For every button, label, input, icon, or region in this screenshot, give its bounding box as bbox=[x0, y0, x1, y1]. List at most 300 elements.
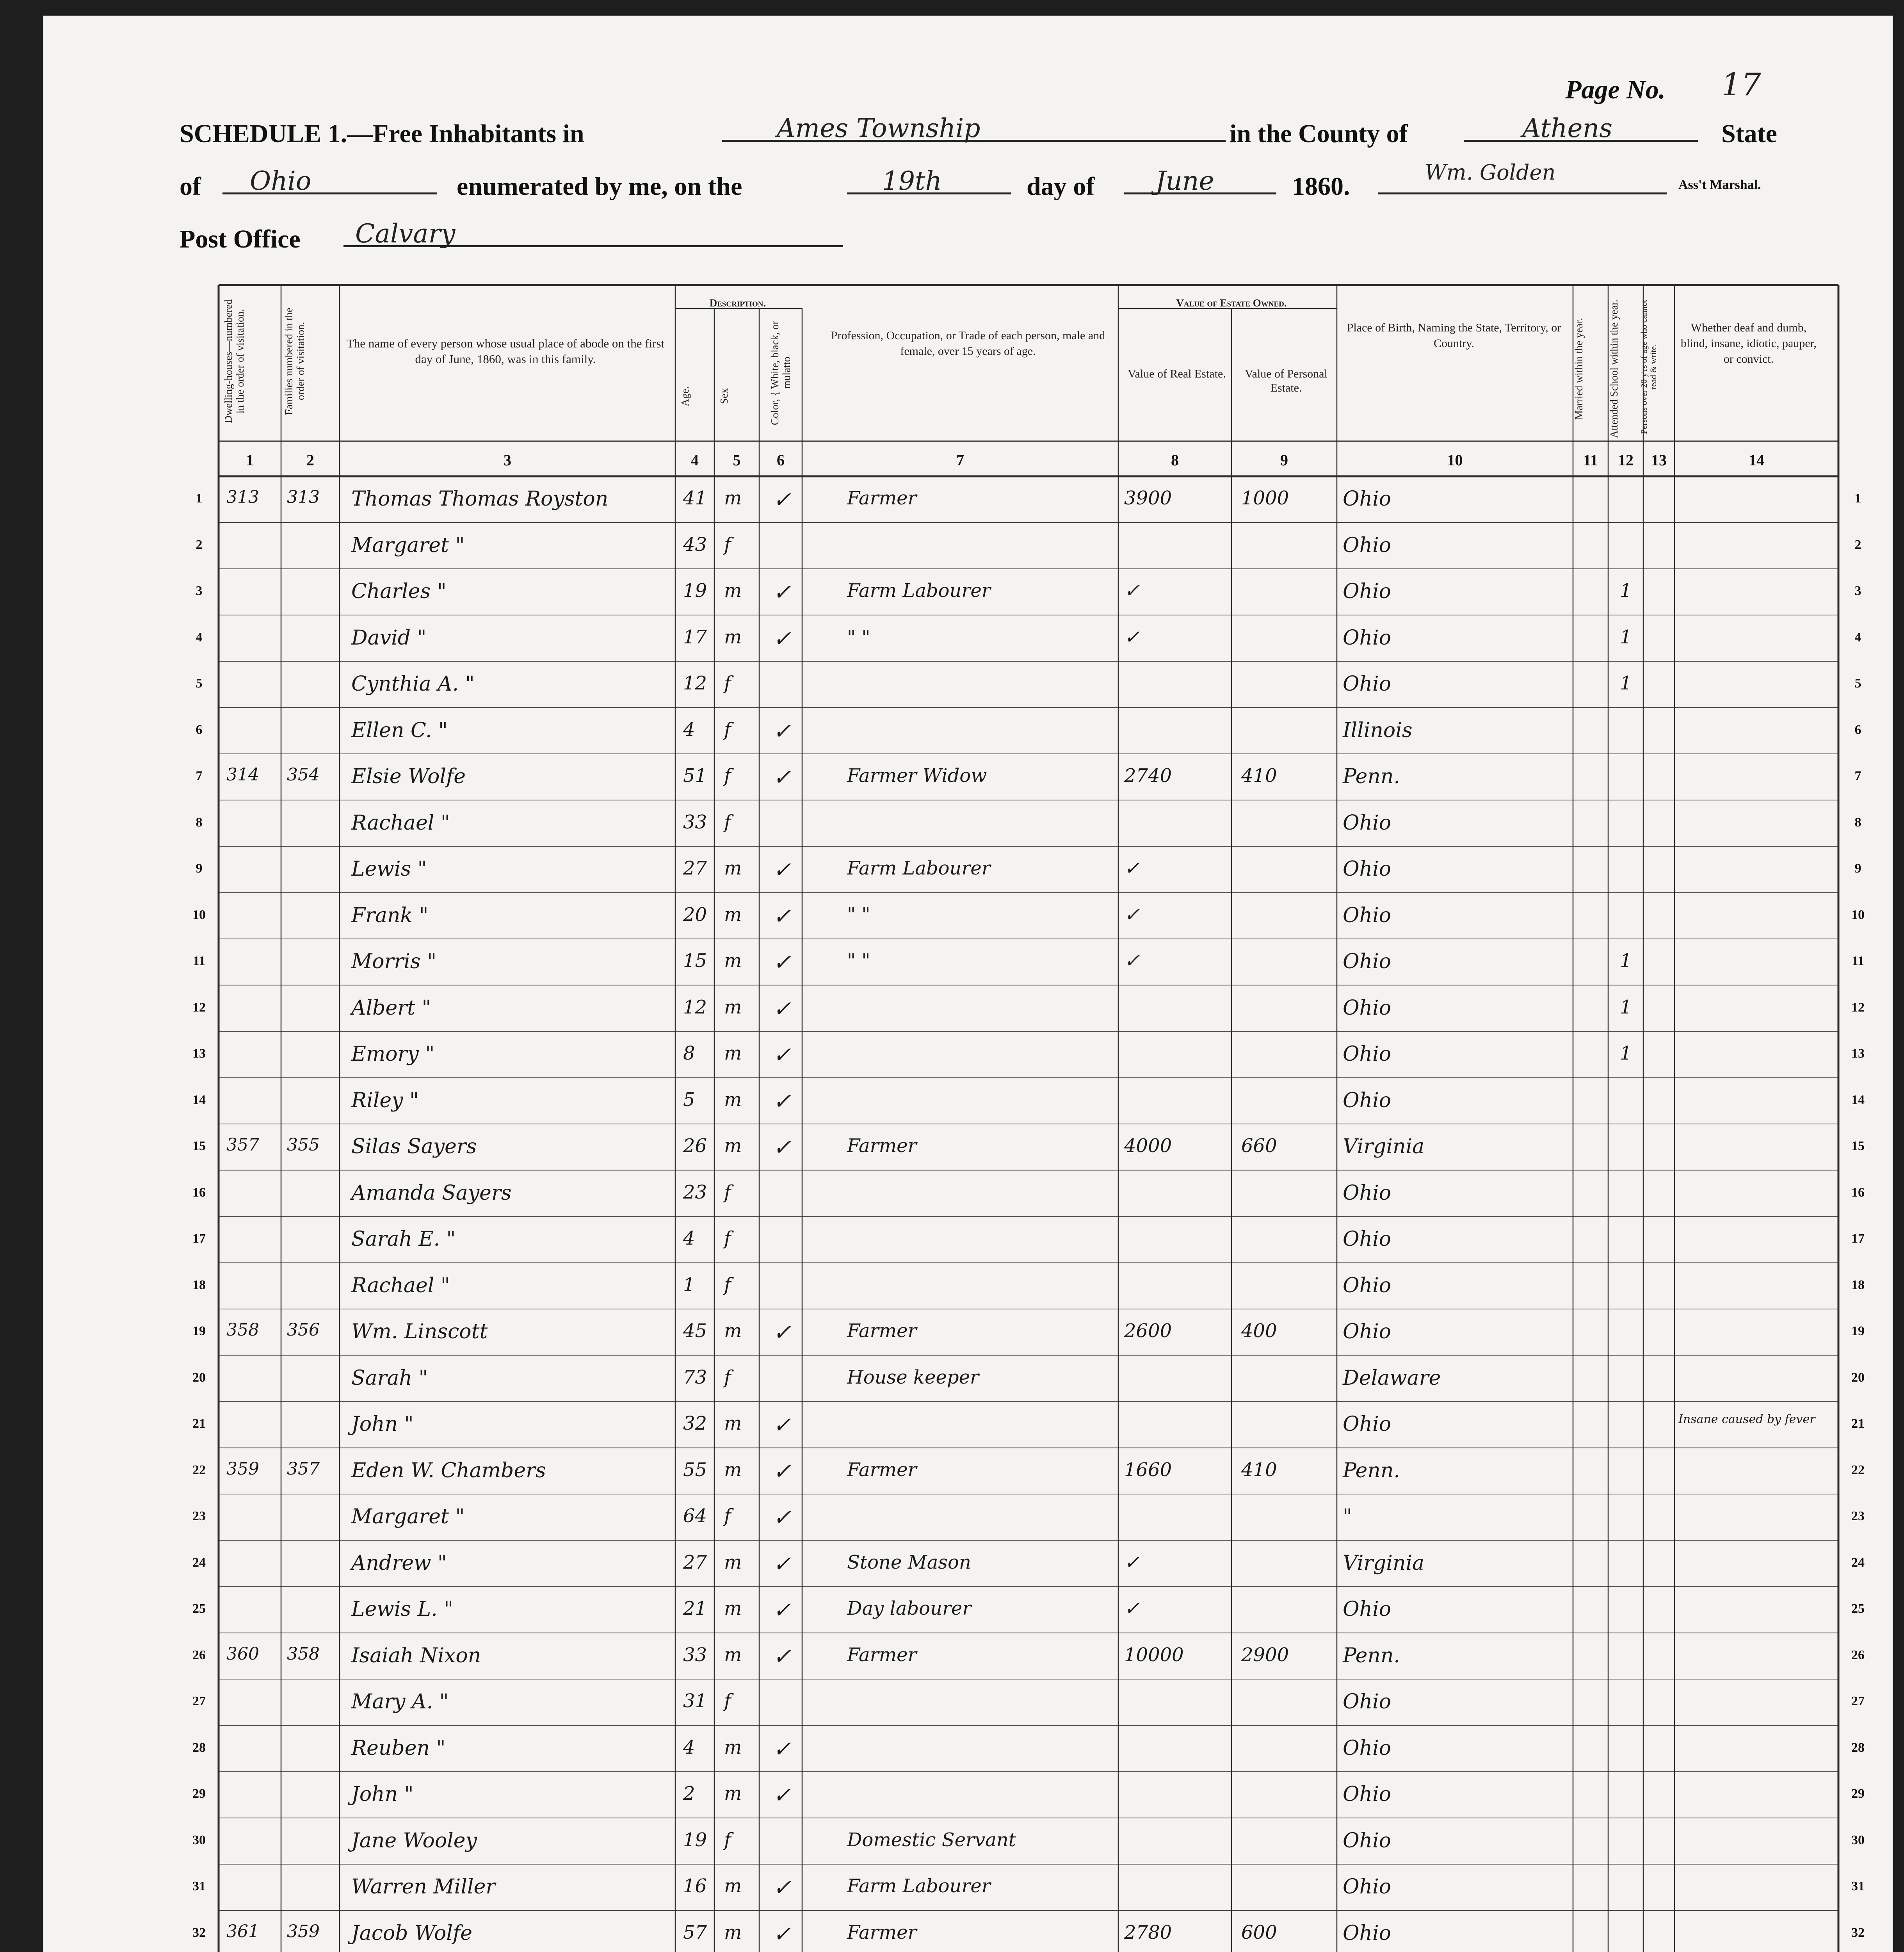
of-label: of bbox=[180, 172, 201, 201]
row-number: 25 bbox=[1851, 1601, 1865, 1616]
real-estate-value: 2600 bbox=[1124, 1320, 1172, 1342]
column-number: 11 bbox=[1583, 451, 1598, 469]
row-number: 11 bbox=[1851, 954, 1865, 968]
row-number: 30 bbox=[192, 1833, 206, 1847]
age: 20 bbox=[683, 903, 707, 926]
dwelling-number: 361 bbox=[226, 1921, 259, 1941]
row-number: 6 bbox=[196, 722, 203, 737]
color-mark: ✓ bbox=[773, 765, 791, 790]
col-personal-estate-header: Value of Personal Estate. bbox=[1245, 367, 1327, 394]
birthplace: Ohio bbox=[1343, 1783, 1392, 1806]
row-number: 4 bbox=[1854, 630, 1861, 645]
row-number: 23 bbox=[1851, 1509, 1865, 1523]
person-name: Cynthia A. " bbox=[351, 672, 475, 696]
sex: f bbox=[724, 1505, 731, 1527]
person-name: Sarah " bbox=[351, 1366, 428, 1390]
row-number: 14 bbox=[1851, 1092, 1865, 1107]
occupation: " " bbox=[847, 903, 870, 926]
real-estate-value: ✓ bbox=[1124, 903, 1140, 926]
sex: f bbox=[724, 1690, 731, 1712]
column-number: 14 bbox=[1749, 451, 1764, 469]
page-number-value: 17 bbox=[1721, 66, 1761, 103]
color-mark: ✓ bbox=[773, 1783, 791, 1808]
col-illiterate-header: Persons over 20 y'rs of age who cannot read & write. bbox=[1639, 299, 1658, 435]
row-number: 9 bbox=[196, 861, 203, 876]
sex: m bbox=[724, 1459, 742, 1481]
row-number: 15 bbox=[1851, 1139, 1865, 1153]
color-mark: ✓ bbox=[773, 1320, 791, 1345]
col-sex-header: Sex bbox=[718, 388, 730, 404]
color-mark: ✓ bbox=[773, 903, 791, 929]
real-estate-value: 2780 bbox=[1124, 1921, 1172, 1943]
occupation: Farmer Widow bbox=[847, 765, 987, 787]
real-estate-value: 3900 bbox=[1124, 487, 1172, 509]
age: 17 bbox=[683, 626, 707, 648]
birthplace: Ohio bbox=[1343, 487, 1392, 511]
person-name: Lewis L. " bbox=[351, 1598, 454, 1621]
row-number: 31 bbox=[192, 1879, 206, 1893]
birthplace: Penn. bbox=[1343, 765, 1400, 788]
color-mark: ✓ bbox=[773, 1505, 791, 1530]
marshal-signature: Wm. Golden bbox=[1425, 160, 1556, 185]
real-estate-value: 2740 bbox=[1124, 765, 1172, 787]
real-estate-value: ✓ bbox=[1124, 1598, 1140, 1619]
birthplace: Ohio bbox=[1343, 533, 1392, 557]
birthplace: Ohio bbox=[1343, 1042, 1392, 1066]
col-color-header: Color, { White, black, or mulatto bbox=[769, 321, 792, 425]
person-name: Emory " bbox=[351, 1042, 435, 1066]
row-number: 11 bbox=[192, 954, 206, 968]
row-number: 8 bbox=[196, 815, 203, 830]
age: 12 bbox=[683, 996, 707, 1018]
personal-estate-value: 410 bbox=[1241, 765, 1277, 787]
col-age-header: Age. bbox=[679, 386, 691, 406]
age: 12 bbox=[683, 672, 707, 694]
person-name: Ellen C. " bbox=[351, 718, 448, 742]
person-name: Thomas Thomas Royston bbox=[351, 487, 609, 511]
sex: m bbox=[724, 857, 742, 879]
birthplace: Ohio bbox=[1343, 950, 1392, 973]
row-number: 10 bbox=[1851, 907, 1865, 922]
birthplace: Ohio bbox=[1343, 1598, 1392, 1621]
age: 4 bbox=[683, 1227, 695, 1249]
month-value: June bbox=[1155, 166, 1214, 196]
column-number: 6 bbox=[777, 451, 785, 469]
marshal-label: Ass't Marshal. bbox=[1678, 178, 1761, 192]
row-number: 17 bbox=[1851, 1231, 1865, 1246]
birthplace: Illinois bbox=[1343, 718, 1413, 742]
sex: f bbox=[724, 1829, 731, 1851]
age: 41 bbox=[683, 487, 707, 509]
personal-estate-value: 660 bbox=[1241, 1135, 1277, 1157]
description-header: Description. bbox=[709, 297, 766, 309]
age: 32 bbox=[683, 1412, 707, 1434]
row-number: 23 bbox=[192, 1509, 206, 1523]
dwelling-number: 313 bbox=[226, 487, 259, 507]
person-name: Eden W. Chambers bbox=[351, 1459, 546, 1482]
state-value: Ohio bbox=[250, 166, 311, 196]
col-married-header: Married within the year. bbox=[1573, 318, 1585, 420]
col-dwelling-header: Dwelling-houses—numbered in the order of visitation. bbox=[222, 299, 246, 423]
column-number: 9 bbox=[1280, 451, 1288, 469]
occupation: Farm Labourer bbox=[847, 857, 991, 879]
person-name: Rachael " bbox=[351, 1273, 450, 1297]
real-estate-value: ✓ bbox=[1124, 580, 1140, 602]
occupation: Farmer bbox=[847, 1135, 917, 1157]
row-number: 21 bbox=[192, 1416, 206, 1431]
sex: m bbox=[724, 1736, 742, 1758]
person-name: Jane Wooley bbox=[351, 1829, 477, 1852]
person-name: Margaret " bbox=[351, 533, 465, 557]
birthplace: Ohio bbox=[1343, 1690, 1392, 1713]
sex: m bbox=[724, 996, 742, 1018]
person-name: Isaiah Nixon bbox=[351, 1644, 481, 1667]
column-number: 13 bbox=[1651, 451, 1667, 469]
occupation: Farmer bbox=[847, 1320, 917, 1342]
row-number: 10 bbox=[192, 907, 206, 922]
personal-estate-value: 1000 bbox=[1241, 487, 1289, 509]
estate-header: Value of Estate Owned. bbox=[1176, 297, 1287, 309]
family-number: 357 bbox=[287, 1459, 320, 1479]
person-name: Warren Miller bbox=[351, 1875, 496, 1899]
sex: m bbox=[724, 487, 742, 509]
row-number: 26 bbox=[1851, 1647, 1865, 1662]
color-mark: ✓ bbox=[773, 1459, 791, 1484]
row-number: 4 bbox=[196, 630, 203, 645]
personal-estate-value: 600 bbox=[1241, 1921, 1277, 1943]
color-mark: ✓ bbox=[773, 1875, 791, 1900]
sex: m bbox=[724, 1921, 742, 1943]
birthplace: Ohio bbox=[1343, 626, 1392, 650]
sex: m bbox=[724, 1644, 742, 1666]
person-name: Andrew " bbox=[351, 1551, 447, 1575]
school-mark: 1 bbox=[1620, 672, 1632, 694]
row-number: 5 bbox=[1854, 676, 1861, 691]
age: 51 bbox=[683, 765, 707, 787]
occupation: Farmer bbox=[847, 1644, 917, 1666]
sex: m bbox=[724, 1412, 742, 1434]
row-number: 29 bbox=[1851, 1786, 1865, 1801]
day-of-label: day of bbox=[1027, 172, 1095, 201]
school-mark: 1 bbox=[1620, 626, 1632, 648]
person-name: Elsie Wolfe bbox=[351, 765, 466, 788]
sex: f bbox=[724, 672, 731, 694]
sex: f bbox=[724, 1181, 731, 1203]
row-number: 20 bbox=[192, 1370, 206, 1385]
row-number: 27 bbox=[192, 1694, 206, 1708]
row-number: 20 bbox=[1851, 1370, 1865, 1385]
person-name: Rachael " bbox=[351, 811, 450, 835]
birthplace: Ohio bbox=[1343, 1829, 1392, 1852]
age: 5 bbox=[683, 1088, 695, 1111]
birthplace: Ohio bbox=[1343, 903, 1392, 927]
birthplace: Ohio bbox=[1343, 1736, 1392, 1760]
census-sheet bbox=[43, 16, 1893, 1952]
column-number: 10 bbox=[1447, 451, 1463, 469]
age: 15 bbox=[683, 950, 707, 972]
row-number: 16 bbox=[1851, 1185, 1865, 1200]
age: 2 bbox=[683, 1783, 695, 1804]
birthplace: Ohio bbox=[1343, 857, 1392, 881]
row-number: 15 bbox=[192, 1139, 206, 1153]
birthplace: Virginia bbox=[1343, 1551, 1425, 1575]
family-number: 358 bbox=[287, 1644, 320, 1664]
sex: m bbox=[724, 1088, 742, 1111]
birthplace: Penn. bbox=[1343, 1459, 1400, 1482]
row-number: 7 bbox=[196, 769, 203, 783]
sex: f bbox=[724, 1227, 731, 1249]
color-mark: ✓ bbox=[773, 1412, 791, 1438]
age: 27 bbox=[683, 1551, 707, 1573]
person-name: Frank " bbox=[351, 903, 429, 927]
occupation: Farm Labourer bbox=[847, 1875, 991, 1897]
age: 4 bbox=[683, 1736, 695, 1758]
real-estate-value: ✓ bbox=[1124, 950, 1140, 972]
sex: m bbox=[724, 1320, 742, 1342]
column-number: 5 bbox=[733, 451, 741, 469]
row-number: 2 bbox=[196, 537, 203, 552]
row-number: 14 bbox=[192, 1092, 206, 1107]
row-number: 8 bbox=[1854, 815, 1861, 830]
person-name: Sarah E. " bbox=[351, 1227, 456, 1251]
dwelling-number: 358 bbox=[226, 1320, 259, 1340]
row-number: 29 bbox=[192, 1786, 206, 1801]
person-name: John " bbox=[351, 1412, 414, 1436]
schedule-title: SCHEDULE 1.—Free Inhabitants in bbox=[180, 119, 584, 148]
person-name: Albert " bbox=[351, 996, 431, 1020]
birthplace: Delaware bbox=[1343, 1366, 1441, 1390]
sex: m bbox=[724, 1783, 742, 1804]
sex: f bbox=[724, 718, 731, 741]
color-mark: ✓ bbox=[773, 580, 791, 605]
row-number: 3 bbox=[196, 584, 203, 598]
person-name: Mary A. " bbox=[351, 1690, 449, 1713]
occupation: Day labourer bbox=[847, 1598, 972, 1619]
occupation: " " bbox=[847, 626, 870, 648]
occupation: " " bbox=[847, 950, 870, 972]
column-number: 7 bbox=[956, 451, 964, 469]
row-number: 19 bbox=[1851, 1324, 1865, 1338]
occupation: Domestic Servant bbox=[847, 1829, 1016, 1851]
sex: m bbox=[724, 950, 742, 972]
occupation: Farmer bbox=[847, 1921, 917, 1943]
real-estate-value: ✓ bbox=[1124, 626, 1140, 648]
occupation: House keeper bbox=[847, 1366, 979, 1388]
birthplace: Ohio bbox=[1343, 1181, 1392, 1205]
real-estate-value: 10000 bbox=[1124, 1644, 1184, 1666]
age: 19 bbox=[683, 580, 707, 602]
personal-estate-value: 2900 bbox=[1241, 1644, 1289, 1666]
sex: m bbox=[724, 1042, 742, 1064]
sex: f bbox=[724, 533, 731, 556]
birthplace: Ohio bbox=[1343, 811, 1392, 835]
column-number: 3 bbox=[504, 451, 511, 469]
family-number: 354 bbox=[287, 765, 320, 785]
age: 43 bbox=[683, 533, 707, 556]
row-number: 30 bbox=[1851, 1833, 1865, 1847]
family-number: 359 bbox=[287, 1921, 320, 1941]
birthplace: Ohio bbox=[1343, 1227, 1392, 1251]
color-mark: ✓ bbox=[773, 1921, 791, 1947]
post-office-label: Post Office bbox=[180, 225, 301, 253]
sex: m bbox=[724, 903, 742, 926]
row-number: 3 bbox=[1854, 584, 1861, 598]
row-number: 1 bbox=[196, 491, 203, 506]
dwelling-number: 314 bbox=[226, 765, 259, 785]
day-value: 19th bbox=[882, 166, 942, 196]
birthplace: Ohio bbox=[1343, 1088, 1392, 1112]
person-name: Margaret " bbox=[351, 1505, 465, 1528]
personal-estate-value: 410 bbox=[1241, 1459, 1277, 1481]
row-number: 1 bbox=[1854, 491, 1861, 506]
col-birthplace-header: Place of Birth, Naming the State, Territory, or Country. bbox=[1347, 321, 1561, 350]
sex: m bbox=[724, 1135, 742, 1157]
personal-estate-value: 400 bbox=[1241, 1320, 1277, 1342]
enumerated-label: enumerated by me, on the bbox=[457, 172, 742, 201]
row-number: 25 bbox=[192, 1601, 206, 1616]
age: 16 bbox=[683, 1875, 707, 1897]
age: 8 bbox=[683, 1042, 695, 1064]
dwelling-number: 360 bbox=[226, 1644, 259, 1664]
age: 73 bbox=[683, 1366, 707, 1388]
color-mark: ✓ bbox=[773, 1736, 791, 1762]
sex: f bbox=[724, 765, 731, 787]
row-number: 18 bbox=[1851, 1277, 1865, 1292]
sex: m bbox=[724, 1598, 742, 1619]
birthplace: Virginia bbox=[1343, 1135, 1425, 1158]
color-mark: ✓ bbox=[773, 996, 791, 1022]
post-office-value: Calvary bbox=[355, 219, 456, 249]
person-name: Wm. Linscott bbox=[351, 1320, 488, 1343]
condition-remark: Insane caused by fever bbox=[1678, 1412, 1815, 1426]
column-number: 4 bbox=[691, 451, 699, 469]
family-number: 356 bbox=[287, 1320, 320, 1340]
sex: m bbox=[724, 1551, 742, 1573]
column-number: 1 bbox=[246, 451, 254, 469]
col-occupation-header: Profession, Occupation, or Trade of each person, male and female, over 15 years of age. bbox=[831, 329, 1105, 358]
school-mark: 1 bbox=[1620, 1042, 1632, 1064]
birthplace: Ohio bbox=[1343, 1320, 1392, 1343]
row-number: 24 bbox=[192, 1555, 206, 1570]
sex: f bbox=[724, 1366, 731, 1388]
row-number: 9 bbox=[1854, 861, 1861, 876]
birthplace: Penn. bbox=[1343, 1644, 1400, 1667]
page-number-label: Page No. bbox=[1565, 75, 1666, 104]
row-number: 32 bbox=[1851, 1925, 1865, 1940]
age: 31 bbox=[683, 1690, 707, 1712]
person-name: Lewis " bbox=[351, 857, 427, 881]
color-mark: ✓ bbox=[773, 626, 791, 652]
row-number: 28 bbox=[1851, 1740, 1865, 1755]
row-number: 7 bbox=[1854, 769, 1861, 783]
column-number: 2 bbox=[306, 451, 314, 469]
family-number: 355 bbox=[287, 1135, 320, 1155]
row-number: 21 bbox=[1851, 1416, 1865, 1431]
color-mark: ✓ bbox=[773, 718, 791, 744]
age: 19 bbox=[683, 1829, 707, 1851]
row-number: 22 bbox=[1851, 1462, 1865, 1477]
column-number: 8 bbox=[1171, 451, 1179, 469]
row-number: 12 bbox=[192, 1000, 206, 1015]
col-family-header: Families numbered in the order of visitation. bbox=[283, 307, 306, 415]
col-name-header: The name of every person whose usual place of abode on the first day of June, 1860, was in this family. bbox=[346, 337, 665, 366]
occupation: Farmer bbox=[847, 487, 917, 509]
row-number: 5 bbox=[196, 676, 203, 691]
person-name: Silas Sayers bbox=[351, 1135, 477, 1158]
birthplace: Ohio bbox=[1343, 1921, 1392, 1945]
birthplace: Ohio bbox=[1343, 1875, 1392, 1899]
sex: m bbox=[724, 1875, 742, 1897]
row-number: 22 bbox=[192, 1462, 206, 1477]
sex: f bbox=[724, 811, 731, 833]
color-mark: ✓ bbox=[773, 487, 791, 513]
school-mark: 1 bbox=[1620, 580, 1632, 602]
person-name: Amanda Sayers bbox=[351, 1181, 512, 1205]
person-name: Riley " bbox=[351, 1088, 419, 1112]
age: 1 bbox=[683, 1273, 695, 1296]
row-number: 16 bbox=[192, 1185, 206, 1200]
school-mark: 1 bbox=[1620, 996, 1632, 1018]
column-number: 12 bbox=[1618, 451, 1634, 469]
age: 57 bbox=[683, 1921, 707, 1943]
col-condition-header: Whether deaf and dumb, blind, insane, idiotic, pauper, or convict. bbox=[1681, 321, 1817, 365]
age: 33 bbox=[683, 811, 707, 833]
color-mark: ✓ bbox=[773, 1042, 791, 1068]
row-number: 24 bbox=[1851, 1555, 1865, 1570]
person-name: Jacob Wolfe bbox=[351, 1921, 472, 1945]
age: 4 bbox=[683, 718, 695, 741]
age: 33 bbox=[683, 1644, 707, 1666]
row-number: 27 bbox=[1851, 1694, 1865, 1708]
person-name: John " bbox=[351, 1783, 414, 1806]
age: 64 bbox=[683, 1505, 707, 1527]
dwelling-number: 357 bbox=[226, 1135, 259, 1155]
color-mark: ✓ bbox=[773, 1551, 791, 1577]
sex: f bbox=[724, 1273, 731, 1296]
row-number: 6 bbox=[1854, 722, 1861, 737]
row-number: 26 bbox=[192, 1647, 206, 1662]
real-estate-value: 4000 bbox=[1124, 1135, 1172, 1157]
birthplace: Ohio bbox=[1343, 580, 1392, 603]
row-number: 28 bbox=[192, 1740, 206, 1755]
school-mark: 1 bbox=[1620, 950, 1632, 972]
occupation: Stone Mason bbox=[847, 1551, 971, 1573]
state-label: State bbox=[1721, 119, 1777, 148]
age: 55 bbox=[683, 1459, 707, 1481]
family-number: 313 bbox=[287, 487, 320, 507]
row-number: 2 bbox=[1854, 537, 1861, 552]
row-number: 12 bbox=[1851, 1000, 1865, 1015]
color-mark: ✓ bbox=[773, 1088, 791, 1114]
real-estate-value: ✓ bbox=[1124, 1551, 1140, 1573]
occupation: Farm Labourer bbox=[847, 580, 991, 602]
occupation: Farmer bbox=[847, 1459, 917, 1481]
birthplace: Ohio bbox=[1343, 1273, 1392, 1297]
person-name: David " bbox=[351, 626, 427, 650]
age: 23 bbox=[683, 1181, 707, 1203]
color-mark: ✓ bbox=[773, 1135, 791, 1160]
age: 27 bbox=[683, 857, 707, 879]
row-number: 17 bbox=[192, 1231, 206, 1246]
col-school-header: Attended School within the year. bbox=[1608, 299, 1620, 438]
age: 26 bbox=[683, 1135, 707, 1157]
county-label: in the County of bbox=[1230, 119, 1408, 148]
real-estate-value: ✓ bbox=[1124, 857, 1140, 879]
row-number: 13 bbox=[1851, 1046, 1865, 1061]
age: 45 bbox=[683, 1320, 707, 1342]
row-number: 13 bbox=[192, 1046, 206, 1061]
row-number: 31 bbox=[1851, 1879, 1865, 1893]
